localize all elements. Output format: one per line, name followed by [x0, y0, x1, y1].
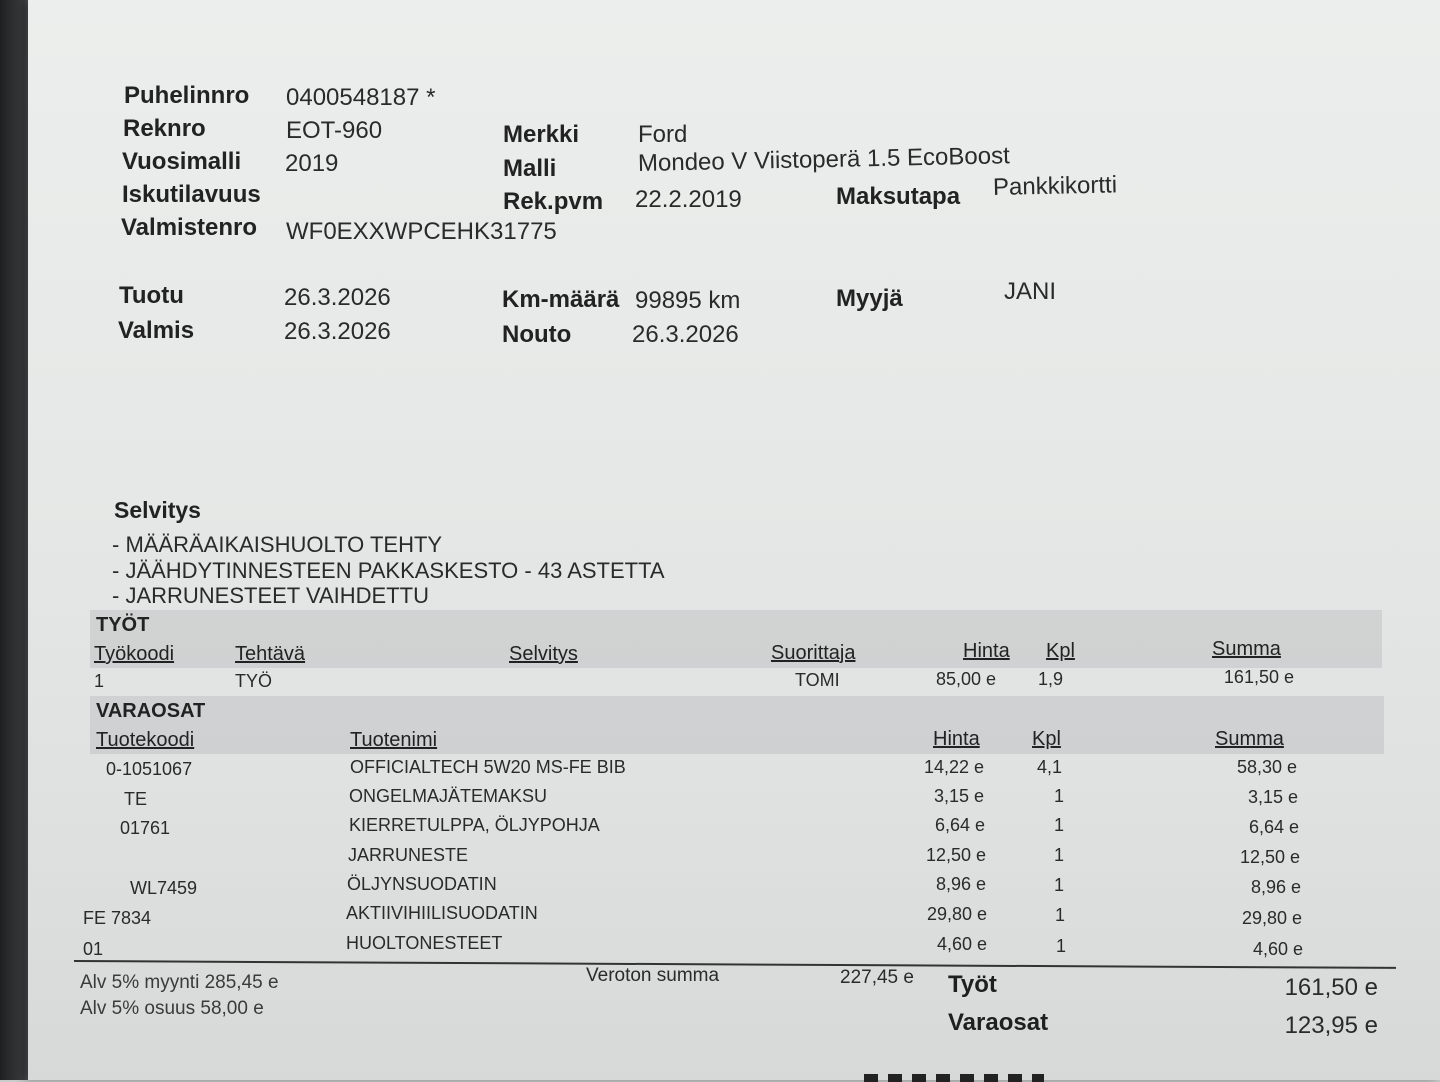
tyot-header-task: Tehtävä: [235, 643, 306, 665]
varaosat-cell-price: 6,64 e: [934, 815, 985, 835]
alv-myynti: Alv 5% myynti 285,45 e: [80, 972, 279, 993]
varaosat-cell-sum: 58,30 e: [1236, 757, 1297, 777]
veroton-label: Veroton summa: [586, 965, 720, 986]
varaosat-cell-name: ONGELMAJÄTEMAKSU: [349, 786, 548, 806]
nouto-value: 26.3.2026: [632, 321, 739, 348]
tyot-cell-by: TOMI: [795, 670, 840, 690]
varaosat-cell-code: 0-1051067: [106, 759, 193, 779]
tyot-header-price: Hinta: [963, 640, 1010, 662]
selvitys-line: - MÄÄRÄAIKAISHUOLTO TEHTY: [112, 532, 443, 557]
varaosat-total-label: Varaosat: [948, 1009, 1049, 1036]
myyja-value: JANI: [1004, 278, 1057, 305]
varaosat-cell-code: FE 7834: [83, 908, 152, 928]
alv-osuus: Alv 5% osuus 58,00 e: [80, 998, 264, 1019]
tyot-total-value: 161,50 e: [1284, 974, 1378, 1001]
varaosat-cell-sum: 29,80 e: [1241, 908, 1302, 928]
varaosat-cell-name: HUOLTONESTEET: [346, 933, 503, 953]
valmistenro-value: WF0EXXWPCEHK31775: [286, 218, 557, 245]
varaosat-cell-qty: 1: [1055, 905, 1066, 925]
tyot-header-code: Työkoodi: [94, 643, 175, 665]
malli-value: Mondeo V Viistoperä 1.5 EcoBoost: [637, 142, 1010, 177]
tyot-cell-price: 85,00 e: [935, 669, 996, 689]
valmis-label: Valmis: [118, 317, 195, 344]
rekpvm-label: Rek.pvm: [503, 188, 604, 215]
varaosat-cell-price: 29,80 e: [926, 904, 987, 924]
tyot-header-by: Suorittaja: [771, 642, 856, 664]
varaosat-cell-code: 01761: [120, 818, 171, 838]
merkki-value: Ford: [638, 121, 688, 148]
tyot-cell-sum: 161,50 e: [1223, 667, 1294, 687]
varaosat-cell-sum: 3,15 e: [1247, 787, 1298, 807]
maksutapa-label: Maksutapa: [836, 183, 961, 210]
varaosat-cell-qty: 1: [1056, 936, 1067, 956]
varaosat-header-price: Hinta: [933, 728, 980, 750]
varaosat-cell-price: 4,60 e: [936, 934, 987, 954]
varaosat-cell-qty: 1: [1054, 815, 1065, 835]
tyot-cell-code: 1: [94, 671, 105, 691]
selvitys-line: - JARRUNESTEET VAIHDETTU: [112, 583, 429, 608]
malli-label: Malli: [503, 155, 557, 182]
nouto-label: Nouto: [502, 321, 572, 348]
varaosat-cell-sum: 4,60 e: [1252, 939, 1303, 959]
vuosimalli-label: Vuosimalli: [122, 148, 242, 175]
varaosat-cell-qty: 1: [1054, 845, 1065, 865]
varaosat-header-qty: Kpl: [1032, 728, 1061, 750]
iskutilavuus-label: Iskutilavuus: [122, 181, 261, 208]
varaosat-total-value: 123,95 e: [1284, 1012, 1378, 1039]
selvitys-line: - JÄÄHDYTINNESTEEN PAKKASKESTO - 43 ASTETTA: [112, 558, 665, 583]
varaosat-cell-name: ÖLJYNSUODATIN: [347, 874, 497, 894]
tyot-cell-task: TYÖ: [235, 671, 273, 691]
puhelinnro-label: Puhelinnro: [124, 82, 250, 109]
varaosat-cell-sum: 8,96 e: [1250, 877, 1301, 897]
valmis-value: 26.3.2026: [284, 318, 391, 345]
varaosat-cell-qty: 1: [1054, 786, 1065, 806]
varaosat-header-band: [90, 696, 1384, 754]
totals-divider: [74, 960, 1396, 969]
varaosat-cell-price: 12,50 e: [925, 845, 986, 865]
myyja-label: Myyjä: [836, 285, 903, 312]
varaosat-cell-code: 01: [83, 939, 104, 959]
varaosat-cell-name: AKTIIVIHIILISUODATIN: [346, 903, 538, 923]
merkki-label: Merkki: [503, 121, 580, 148]
km-value: 99895 km: [635, 287, 741, 314]
tyot-header-qty: Kpl: [1046, 640, 1075, 662]
rekpvm-value: 22.2.2019: [635, 186, 742, 213]
varaosat-cell-name: KIERRETULPPA, ÖLJYPOHJA: [349, 815, 600, 835]
varaosat-title: VARAOSAT: [96, 700, 206, 722]
varaosat-cell-qty: 1: [1054, 875, 1065, 895]
tyot-cell-qty: 1,9: [1038, 669, 1064, 689]
tyot-title: TYÖT: [96, 614, 150, 636]
varaosat-header-sum: Summa: [1215, 728, 1284, 750]
varaosat-cell-price: 3,15 e: [933, 786, 984, 806]
veroton-value: 227,45 e: [840, 967, 914, 988]
vuosimalli-value: 2019: [285, 150, 339, 177]
tuotu-value: 26.3.2026: [284, 284, 391, 311]
tuotu-label: Tuotu: [119, 282, 184, 309]
valmistenro-label: Valmistenro: [121, 214, 258, 241]
varaosat-header-code: Tuotekoodi: [96, 729, 195, 751]
tyot-total-label: Työt: [948, 971, 997, 998]
varaosat-cell-price: 8,96 e: [935, 874, 986, 894]
selvitys-title: Selvitys: [114, 497, 201, 523]
varaosat-cell-name: OFFICIALTECH 5W20 MS-FE BIB: [350, 757, 626, 777]
reknro-value: EOT-960: [286, 117, 383, 144]
tyot-header-desc: Selvitys: [509, 643, 578, 665]
varaosat-cell-name: JARRUNESTE: [348, 845, 469, 865]
km-label: Km-määrä: [502, 286, 620, 313]
varaosat-header-name: Tuotenimi: [350, 729, 438, 751]
varaosat-cell-qty: 4,1: [1037, 757, 1063, 777]
maksutapa-value: Pankkikortti: [992, 171, 1118, 201]
varaosat-cell-sum: 12,50 e: [1239, 847, 1300, 867]
varaosat-cell-sum: 6,64 e: [1248, 817, 1299, 837]
varaosat-cell-code: WL7459: [130, 878, 198, 898]
invoice-paper: [28, 0, 1440, 1080]
varaosat-cell-price: 14,22 e: [923, 757, 984, 777]
puhelinnro-value: 0400548187 *: [286, 84, 436, 111]
tyot-header-sum: Summa: [1212, 638, 1281, 660]
reknro-label: Reknro: [123, 115, 206, 142]
varaosat-cell-code: TE: [124, 789, 148, 809]
